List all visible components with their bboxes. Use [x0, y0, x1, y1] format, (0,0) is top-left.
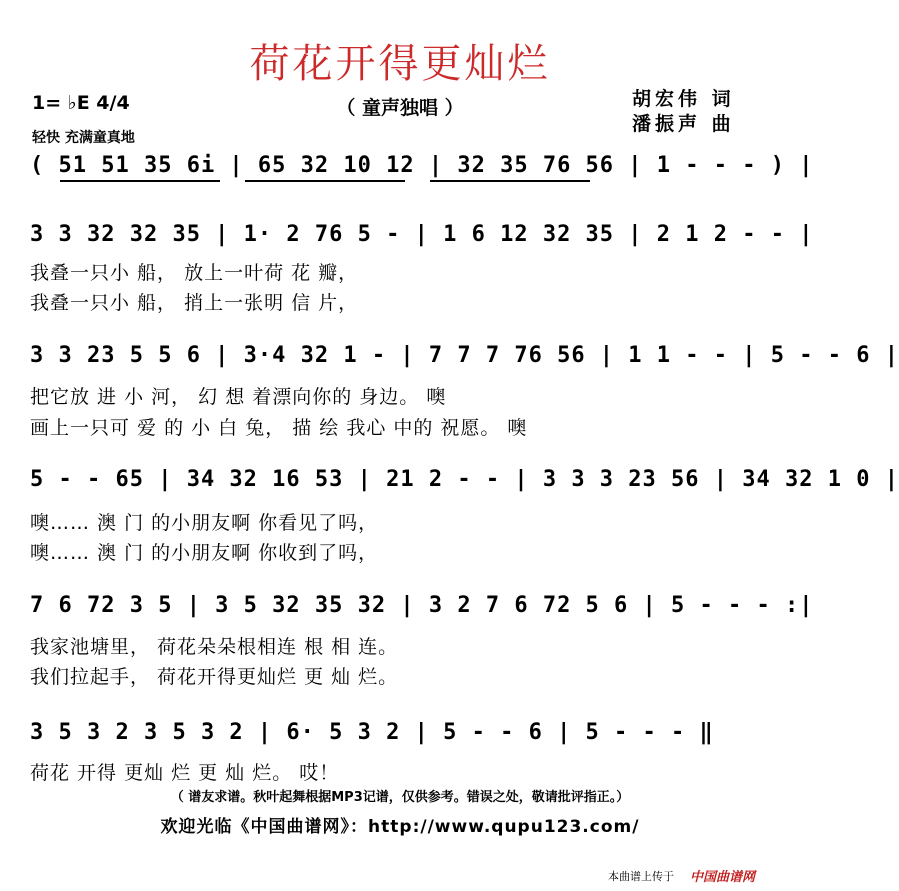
lyric-row-5-verse-1: 我家池塘里， 荷花朵朵根相连 根 相 连。 — [30, 636, 399, 658]
welcome-line: 欢迎光临《中国曲谱网》：http://www.qupu123.com/ — [160, 817, 640, 837]
score-row-3-notes: 3 3 23 5 5 6 | 3·4 32 1 - | 7 7 7 76 56 | 1 1 - - | 5 - - 6 | — [30, 343, 899, 368]
score-row-4-notes: 5 - - 65 | 34 32 16 53 | 21 2 - - | 3 3 3 23 56 | 34 32 1 0 | — [30, 467, 899, 492]
song-title: 荷花开得更灿烂 — [249, 41, 551, 87]
song-subtitle: （ 童声独唱 ） — [336, 97, 464, 119]
lyric-row-5-verse-2: 我们拉起手， 荷花开得更灿烂 更 灿 烂。 — [30, 666, 399, 688]
lyric-row-2-verse-2: 我叠一只小 船， 捎上一张明 信 片， — [30, 292, 359, 314]
composer-credit: 潘振声 曲 — [632, 113, 735, 135]
tempo-marking: 轻快 充满童真地 — [32, 130, 135, 146]
lyric-row-4-verse-1: 噢…… 澳 门 的小朋友啊 你看见了吗， — [30, 512, 379, 534]
score-row-1-notes: ( 51 51 35 6i | 65 32 10 12 | 32 35 76 56 | 1 - - - ) | — [30, 153, 814, 178]
score-row-5-notes: 7 6 72 3 5 | 3 5 32 35 32 | 3 2 7 6 72 5 6 | 5 - - - :| — [30, 593, 814, 618]
lyricist-credit: 胡宏伟 词 — [632, 88, 735, 110]
beam-line — [60, 180, 220, 182]
key-signature: 1= ♭E 4/4 — [32, 92, 130, 114]
beam-line — [245, 180, 405, 182]
beam-line — [430, 180, 590, 182]
score-row-6-notes: 3 5 3 2 3 5 3 2 | 6· 5 3 2 | 5 - - 6 | 5 - - - ‖ — [30, 720, 714, 745]
upload-credit: 本曲谱上传于 — [608, 870, 674, 883]
lyric-row-4-verse-2: 噢…… 澳 门 的小朋友啊 你收到了吗， — [30, 542, 379, 564]
lyric-row-3-verse-1: 把它放 进 小 河， 幻 想 着漂向你的 身边。 噢 — [30, 386, 447, 408]
transcription-note: （ 谱友求谱。秋叶起舞根据MP3记谱，仅供参考。错误之处，敬请批评指正。） — [170, 790, 630, 805]
score-row-2-notes: 3 3 32 32 35 | 1· 2 76 5 - | 1 6 12 32 35 | 2 1 2 - - | — [30, 222, 814, 247]
lyric-row-2-verse-1: 我叠一只小 船， 放上一叶荷 花 瓣， — [30, 262, 359, 284]
lyric-row-6: 荷花 开得 更灿 烂 更 灿 烂。 哎！ — [30, 762, 340, 784]
site-logo: 中国曲谱网 — [690, 870, 756, 885]
lyric-row-3-verse-2: 画上一只可 爱 的 小 白 兔， 描 绘 我心 中的 祝愿。 噢 — [30, 417, 528, 439]
